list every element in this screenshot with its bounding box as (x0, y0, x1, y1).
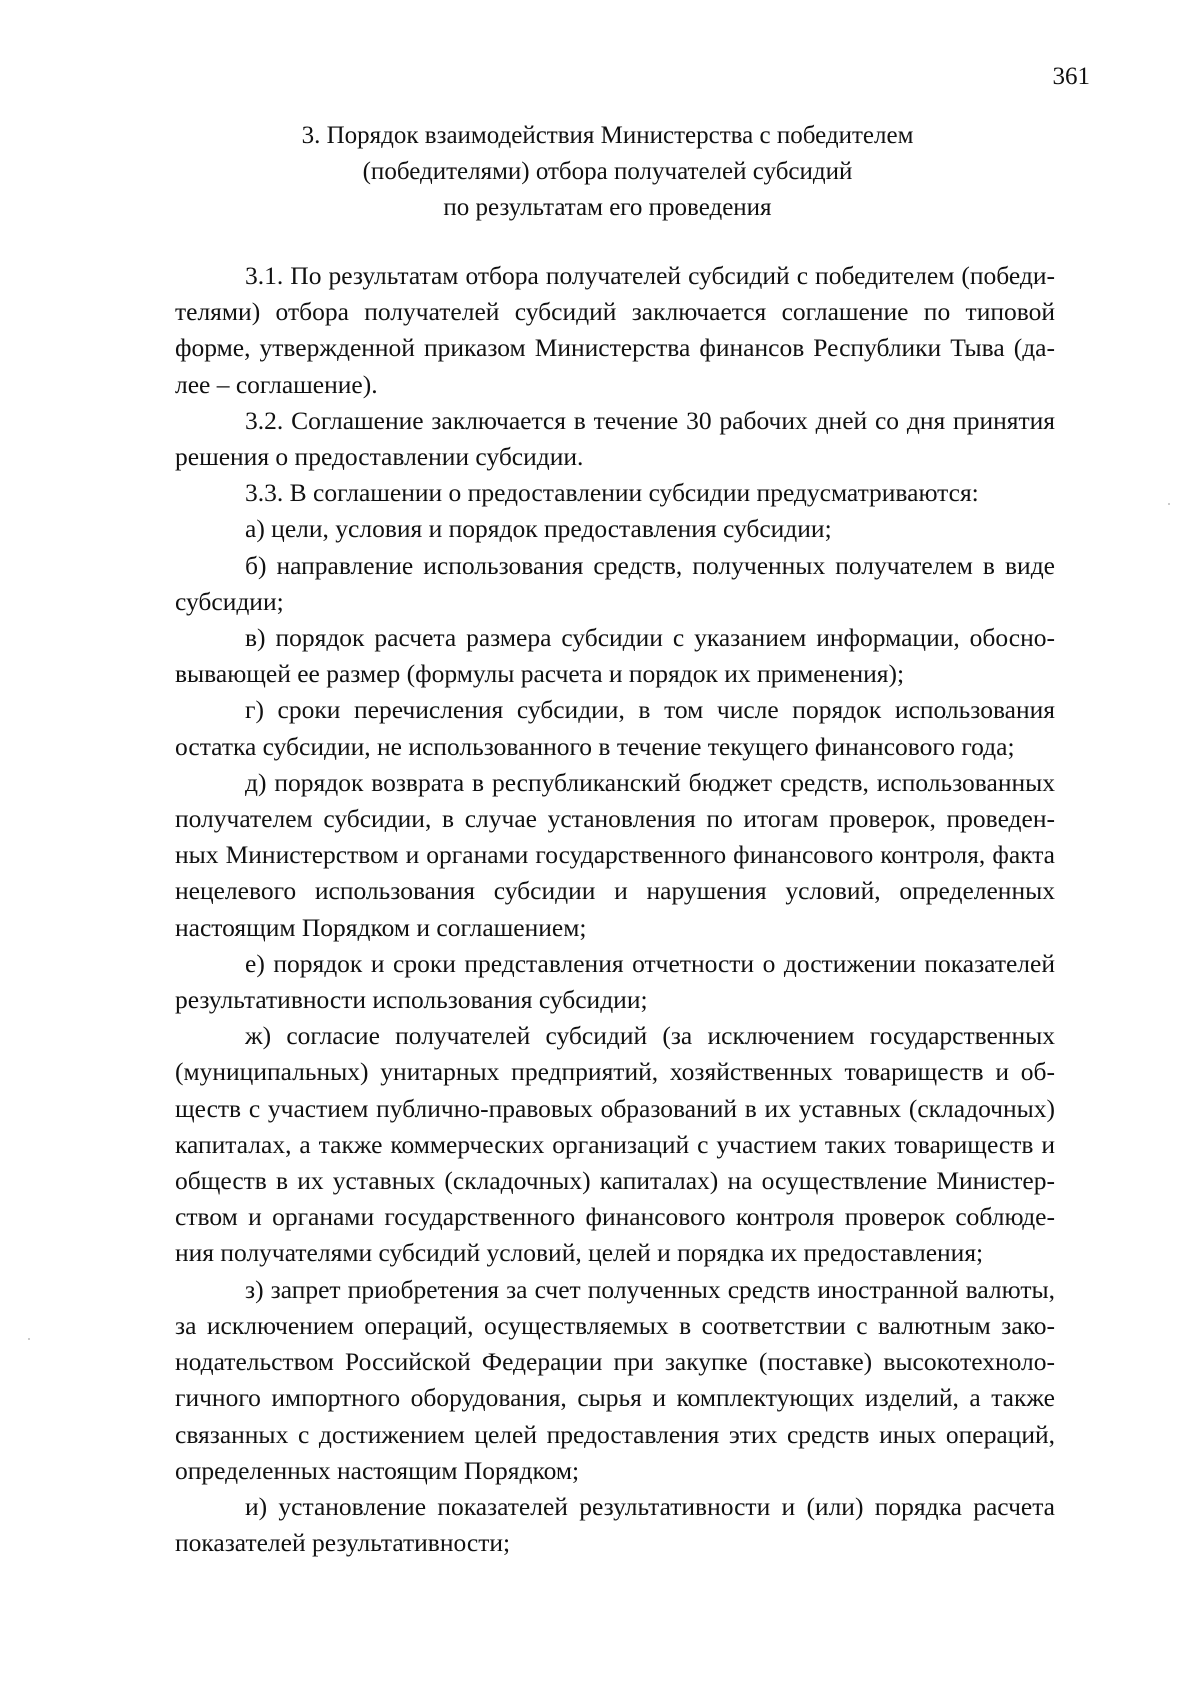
list-item-a: а) цели, условия и порядок предоставления субсидии; (245, 514, 832, 544)
scan-speck (28, 1338, 30, 1340)
paragraph-3-1: 3.1. По результатам отбора получателей субсидий с победителем (победителями) отбора получателей субсидий заключается соглашение по типовой форме, утвержденной приказом Министерства финансов Республики Тыва (далее – соглашение). (175, 261, 1055, 399)
list-item-e: е) порядок и сроки представления отчетности о достижении показателей результативности использования субсидии; (175, 948, 1055, 1015)
list-item-zh: ж) согласие получателей субсидий (за исключением государственных (муниципальных) унитарных предприятий, хозяйственных товариществ и обществ с участием публично-правовых образований в их уставных (складочных) капиталах, а также коммерческих организаций с участием таких товариществ и обществ в их уставных (складочных) капиталах) на осуществление Министерством и органами государственного финансового контроля проверок соблюдения получателями субсидий условий, целей и порядка их предоставления; (175, 1021, 1055, 1268)
section-body (175, 258, 1055, 1561)
page-number: 361 (1052, 63, 1090, 90)
heading-line-3: по результатам его проведения (443, 194, 772, 221)
list-item-b: б) направление использования средств, полученных получателем в виде субсидии; (175, 550, 1055, 616)
list-item-v: в) порядок расчета размера субсидии с указанием информации, обосновывающей ее размер (формулы расчета и порядок их применения); (175, 623, 1055, 689)
scan-speck (1168, 503, 1170, 505)
list-item-i: и) установление показателей результативности и (или) порядка расчета показателей результативности; (175, 1491, 1055, 1558)
paragraph-3-3: 3.3. В соглашении о предоставлении субсидии предусматриваются: (245, 478, 979, 508)
heading-line-1: 3. Порядок взаимодействия Министерства с победителем (301, 122, 914, 149)
list-item-z: з) запрет приобретения за счет полученных средств иностранной валюты, за исключением операций, осуществляемых в соответствии с валютным законодательством Российской Федерации при закупке (поставке) высокотехнологичного импортного оборудования, сырья и комплектующих изделий, а также связанных с достижением целей предоставления этих средств иных операций, определенных настоящим Порядком; (175, 1274, 1055, 1485)
list-item-d: д) порядок возврата в республиканский бюджет средств, использованных получателем субсидии, в случае установления по итогам проверок, проведенных Министерством и органами государственного финансового контроля, факта нецелевого использования субсидии и нарушения условий, определенных настоящим Порядком и соглашением; (175, 767, 1055, 942)
section-heading (170, 118, 1045, 226)
paragraph-3-2: 3.2. Соглашение заключается в течение 30 рабочих дней со дня принятия решения о предоставлении субсидии. (175, 405, 1055, 472)
heading-line-2: (победителями) отбора получателей субсидий (362, 158, 853, 185)
list-item-g: г) сроки перечисления субсидии, в том числе порядок использования остатка субсидии, не использованного в течение текущего финансового года; (175, 695, 1055, 761)
